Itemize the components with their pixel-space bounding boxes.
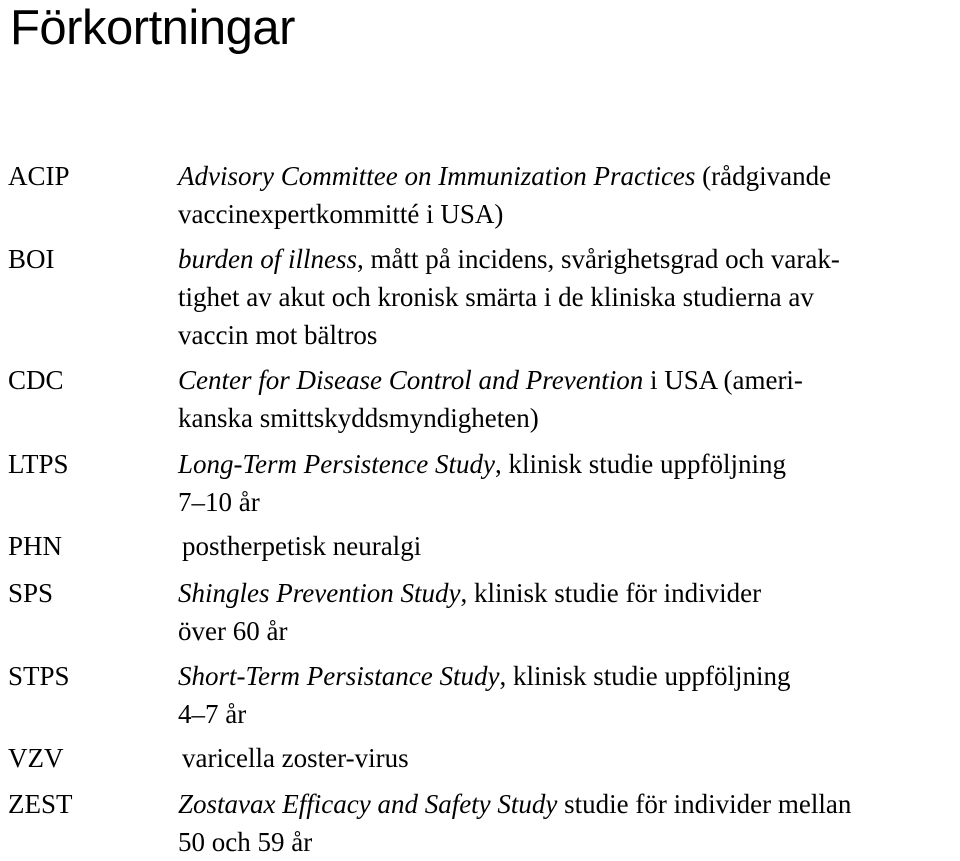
definition-text: 7–10 år xyxy=(178,487,260,517)
abbreviation-definition xyxy=(178,240,960,354)
definition-term: burden of illness xyxy=(178,244,357,274)
definition-line xyxy=(182,527,960,565)
definition-text: över 60 år xyxy=(178,616,288,646)
definition-text: , klinisk studie uppföljning xyxy=(499,661,791,691)
definition-term: Zostavax Efficacy and Safety Study xyxy=(178,789,558,819)
abbreviation-definition xyxy=(178,657,960,733)
definition-line xyxy=(178,695,960,733)
abbreviation-code: ACIP xyxy=(8,161,70,191)
abbreviation-code: SPS xyxy=(8,578,54,608)
definition-text: , klinisk studie för individer xyxy=(460,578,762,608)
definition-line xyxy=(178,612,960,650)
definition-text: kanska smittskyddsmyndigheten) xyxy=(178,403,539,433)
definition-line xyxy=(178,361,960,399)
definition-term: Long-Term Persistence Study xyxy=(178,449,495,479)
definition-term: Advisory Committee on Immunization Practices xyxy=(178,161,696,191)
abbreviation-definition xyxy=(178,157,960,233)
abbreviation-definition xyxy=(178,574,960,650)
definition-line xyxy=(182,739,960,777)
definition-line xyxy=(178,785,960,823)
abbreviation-code: ZEST xyxy=(8,789,73,819)
definition-text: (rådgivande xyxy=(695,161,832,191)
definition-line xyxy=(178,483,960,521)
definition-line xyxy=(178,445,960,483)
abbreviation-definition xyxy=(178,445,960,521)
definition-line xyxy=(178,195,960,233)
definition-line xyxy=(178,657,960,695)
definition-line xyxy=(178,316,960,354)
definition-line xyxy=(178,574,960,612)
abbreviation-code: BOI xyxy=(8,244,55,274)
page-title: Förkortningar xyxy=(10,1,295,55)
abbreviation-code: VZV xyxy=(8,743,64,773)
abbreviation-definition xyxy=(182,527,960,565)
definition-line xyxy=(178,399,960,437)
abbreviation-definition xyxy=(178,361,960,437)
abbreviation-code: STPS xyxy=(8,661,70,691)
definition-line xyxy=(178,278,960,316)
definition-text: vaccinexpertkommitté i USA) xyxy=(178,199,504,229)
definition-term: Short-Term Persistance Study xyxy=(178,661,500,691)
definition-text: , klinisk studie uppföljning xyxy=(494,449,786,479)
abbreviation-definition xyxy=(178,785,960,861)
definition-text: vaccin mot bältros xyxy=(178,320,378,350)
definition-text: studie för individer mellan xyxy=(557,789,852,819)
abbreviation-code: PHN xyxy=(8,531,63,561)
definition-line xyxy=(178,823,960,861)
definition-text: 50 och 59 år xyxy=(178,827,313,857)
definition-text: , mått på incidens, svårighetsgrad och varak- xyxy=(357,244,840,274)
definition-term: Center for Disease Control and Prevention xyxy=(178,365,644,395)
definition-term: Shingles Prevention Study xyxy=(178,578,461,608)
abbreviation-code: LTPS xyxy=(8,449,69,479)
definition-line xyxy=(178,157,960,195)
definition-text: 4–7 år xyxy=(178,699,247,729)
definition-text: postherpetisk neuralgi xyxy=(182,531,422,561)
definition-text: i USA (ameri- xyxy=(643,365,803,395)
abbreviation-code: CDC xyxy=(8,365,64,395)
definition-text: varicella zoster-virus xyxy=(182,743,409,773)
definition-line xyxy=(178,240,960,278)
definition-text: tighet av akut och kronisk smärta i de kliniska studierna av xyxy=(178,282,814,312)
abbreviation-definition xyxy=(182,739,960,777)
